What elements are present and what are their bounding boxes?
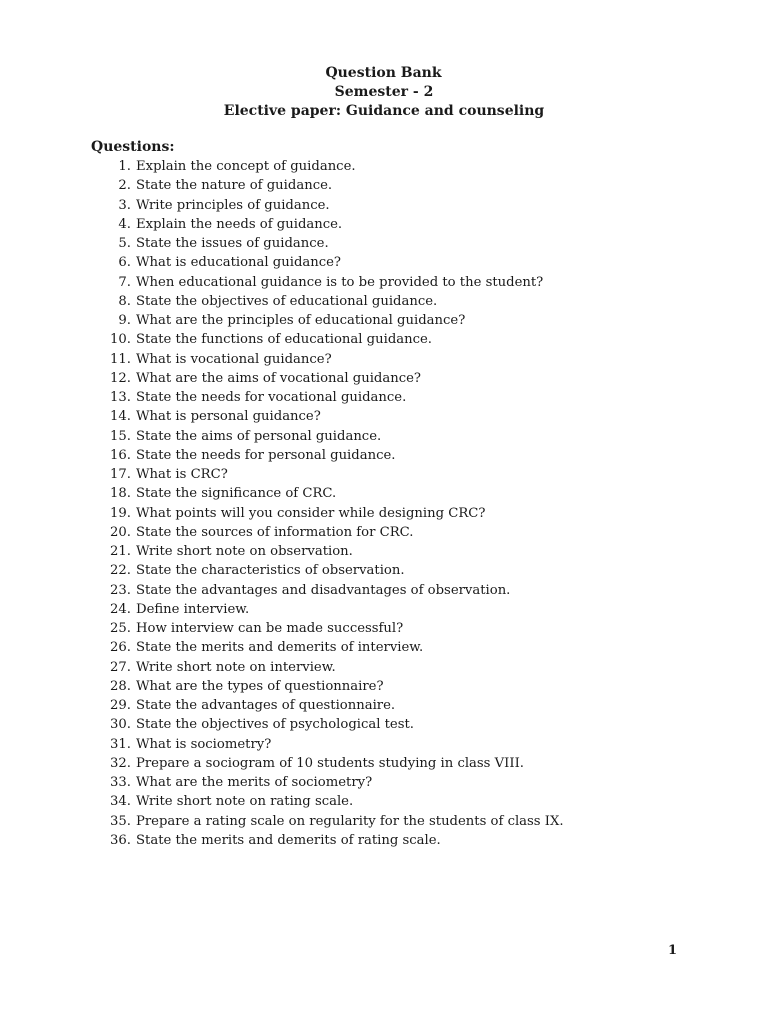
question-item [0,600,768,619]
question-item [0,157,768,176]
question-item [0,542,768,561]
question-text: State the merits and demerits of interview. [136,640,424,656]
question-text: What are the principles of educational guidance? [136,313,466,328]
question-item [0,504,768,523]
question-number: 25. [110,621,131,636]
document-header [0,64,768,121]
question-item [0,273,768,292]
paper-title: Elective paper: Guidance and counseling [223,103,545,119]
question-text: State the sources of information for CRC. [136,524,414,540]
question-item [0,754,768,773]
question-item [0,638,768,657]
question-number: 10. [110,332,131,348]
question-item [0,658,768,677]
page-number: 1 [668,943,678,958]
question-text: When educational guidance is to be provided to the student? [136,274,544,290]
question-number: 15. [110,428,131,444]
question-text: State the needs for personal guidance. [136,447,396,463]
question-text: How interview can be made successful? [136,621,404,636]
question-text: State the advantages of questionnaire. [136,698,396,713]
question-item [0,176,768,195]
question-number: 32. [110,755,131,771]
question-text: State the aims of personal guidance. [136,428,382,444]
question-number: 11. [110,351,131,367]
question-number: 9. [118,313,131,328]
questions-heading: Questions: [91,139,175,155]
question-item [0,388,768,407]
question-item [0,234,768,253]
question-number: 17. [110,467,131,482]
question-text: State the advantages and disadvantages of observation. [136,582,511,598]
question-item [0,696,768,715]
question-number: 22. [110,563,131,579]
question-number: 3. [118,197,131,213]
question-text: State the objectives of psychological test. [136,717,414,733]
question-text: What points will you consider while designing CRC? [136,505,486,521]
question-text: What is educational guidance? [136,255,341,271]
question-number: 26. [110,640,131,656]
question-text: State the nature of guidance. [136,178,333,194]
question-number: 16. [110,447,131,463]
question-number: 34. [110,794,131,810]
question-number: 29. [110,698,131,713]
question-number: 27. [110,659,131,675]
question-text: What is CRC? [136,467,228,482]
question-item [0,523,768,542]
question-item [0,484,768,503]
question-number: 6. [118,255,131,271]
question-item [0,369,768,388]
question-number: 36. [110,832,131,848]
question-item [0,735,768,754]
question-text: Define interview. [136,601,250,617]
question-number: 7. [118,274,131,290]
question-number: 1. [118,159,131,174]
question-number: 18. [110,486,131,502]
question-item [0,715,768,734]
question-text: State the merits and demerits of rating scale. [136,832,441,848]
question-text: State the objectives of educational guidance. [136,293,438,309]
question-text: What is personal guidance? [136,409,321,425]
question-text: State the needs for vocational guidance. [136,390,407,405]
question-text: Prepare a rating scale on regularity for the students of class IX. [136,813,564,829]
question-text: What is vocational guidance? [136,351,332,367]
question-number: 21. [110,544,131,559]
question-text: State the significance of CRC. [136,486,337,502]
question-item [0,407,768,426]
question-text: Explain the concept of guidance. [136,159,356,174]
question-text: What are the merits of sociometry? [136,775,373,790]
question-item [0,350,768,369]
question-number: 12. [110,370,131,386]
question-text: Prepare a sociogram of 10 students studying in class VIII. [136,755,524,771]
question-item [0,465,768,484]
question-number: 28. [110,678,131,694]
question-number: 4. [118,216,131,232]
question-text: Write short note on observation. [136,544,353,559]
question-item [0,581,768,600]
question-number: 24. [110,601,131,617]
question-item [0,427,768,446]
question-number: 35. [110,813,131,829]
question-number: 31. [110,736,131,752]
question-number: 30. [110,717,131,733]
document-title: Question Bank [325,65,442,81]
question-list [0,157,768,850]
question-text: What are the types of questionnaire? [136,678,384,694]
question-text: Explain the needs of guidance. [136,216,343,232]
question-number: 13. [110,390,131,405]
question-item [0,619,768,638]
question-number: 2. [118,178,131,194]
question-number: 20. [110,524,131,540]
question-item [0,812,768,831]
question-number: 8. [118,293,131,309]
question-item [0,215,768,234]
question-text: Write short note on rating scale. [136,794,354,810]
question-number: 14. [110,409,131,425]
question-item [0,292,768,311]
question-item [0,311,768,330]
question-item [0,330,768,349]
question-text: Write principles of guidance. [136,197,330,213]
question-text: State the issues of guidance. [136,236,329,251]
question-text: What are the aims of vocational guidance? [136,370,421,386]
question-item [0,773,768,792]
question-text: State the characteristics of observation. [136,563,405,579]
question-number: 33. [110,775,131,790]
question-text: Write short note on interview. [136,659,336,675]
question-item [0,831,768,850]
question-item [0,196,768,215]
question-text: What is sociometry? [136,736,272,752]
question-item [0,792,768,811]
question-number: 23. [110,582,131,598]
question-number: 5. [118,236,131,251]
question-item [0,561,768,580]
question-item [0,677,768,696]
question-number: 19. [110,505,131,521]
question-text: State the functions of educational guidance. [136,332,432,348]
semester-label: Semester - 2 [334,84,434,100]
question-item [0,253,768,272]
question-item [0,446,768,465]
